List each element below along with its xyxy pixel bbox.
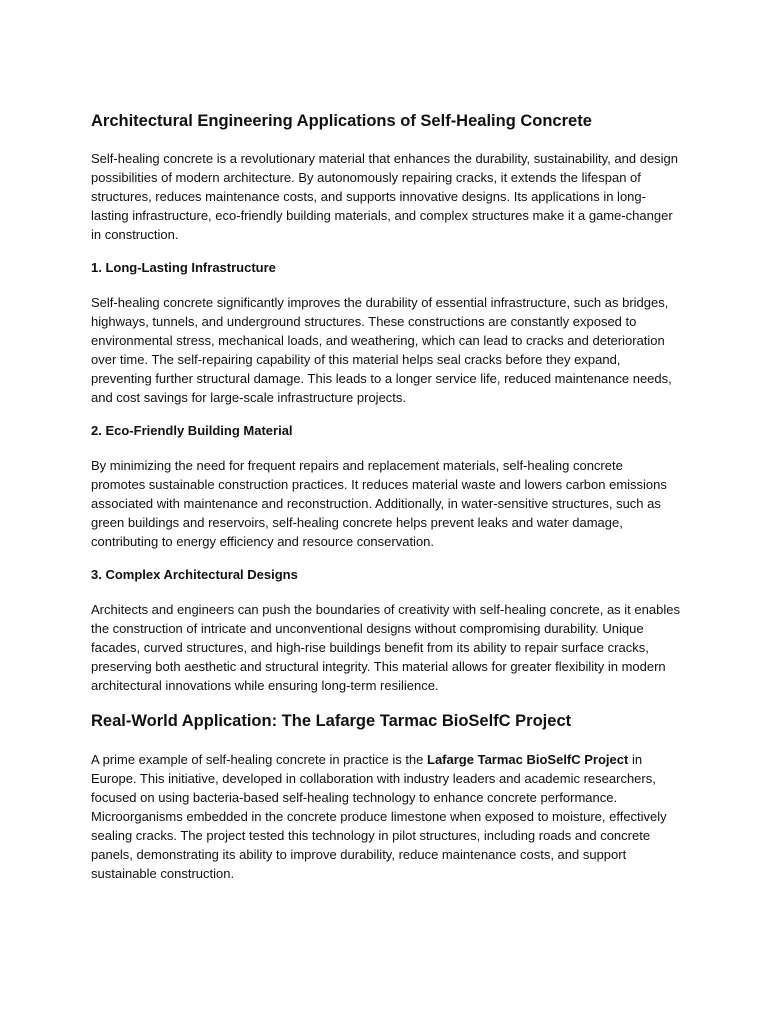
case-study-project-name: Lafarge Tarmac BioSelfC Project [427,752,629,767]
section-body-complex-architectural-designs: Architects and engineers can push the boundaries of creativity with self-healing concrete, as it enables the construction of intricate and unconventional designs without compromising durability. Unique facades, curved structures, and high-rise buildings benefit from its ability to repair surface cracks, preserving both aesthetic and structural integrity. This material allows for greater flexibility in modern architectural innovations while ensuring long-term resilience. [91,602,680,693]
section-heading-complex-architectural-designs: 3. Complex Architectural Designs [91,567,298,582]
section-body-eco-friendly-building-material: By minimizing the need for frequent repairs and replacement materials, self-healing concrete promotes sustainable construction practices. It reduces material waste and lowers carbon emissions associated with maintenance and reconstruction. Additionally, in water-sensitive structures, such as green buildings and reservoirs, self-healing concrete helps prevent leaks and water damage, contributing to energy efficiency and resource conservation. [91,458,667,549]
section-heading-eco-friendly-building-material: 2. Eco-Friendly Building Material [91,423,293,438]
case-study-paragraph [91,750,680,883]
case-study-title: Real-World Application: The Lafarge Tarmac BioSelfC Project [91,712,572,730]
section-heading-long-lasting-infrastructure: 1. Long-Lasting Infrastructure [91,260,276,275]
section-body-long-lasting-infrastructure: Self-healing concrete significantly improves the durability of essential infrastructure, such as bridges, highways, tunnels, and underground structures. These constructions are constantly exposed to environmental stress, mechanical loads, and weathering, which can lead to cracks and deterioration over time. The self-repairing capability of this material helps seal cracks before they expand, preventing further structural damage. This leads to a longer service life, reduced maintenance needs, and cost savings for large-scale infrastructure projects. [91,295,672,405]
case-study-text-before: A prime example of self-healing concrete in practice is the [91,752,428,767]
case-study-text-after: in Europe. This initiative, developed in collaboration with industry leaders and academic researchers, focused on using bacteria-based self-healing technology to enhance concrete performance. Microorganisms embedded in the concrete produce limestone when exposed to moisture, effectively sealing cracks. The project tested this technology in pilot structures, including roads and concrete panels, demonstrating its ability to improve durability, reduce maintenance costs, and support sustainable construction. [91,752,667,881]
intro-paragraph: Self-healing concrete is a revolutionary material that enhances the durability, sustainability, and design possibilities of modern architecture. By autonomously repairing cracks, it extends the lifespan of structures, reduces maintenance costs, and supports innovative designs. Its applications in long-lasting infrastructure, eco-friendly building materials, and complex structures make it a game-changer in construction. [91,151,679,242]
page-title: Architectural Engineering Applications of Self-Healing Concrete [91,112,592,130]
